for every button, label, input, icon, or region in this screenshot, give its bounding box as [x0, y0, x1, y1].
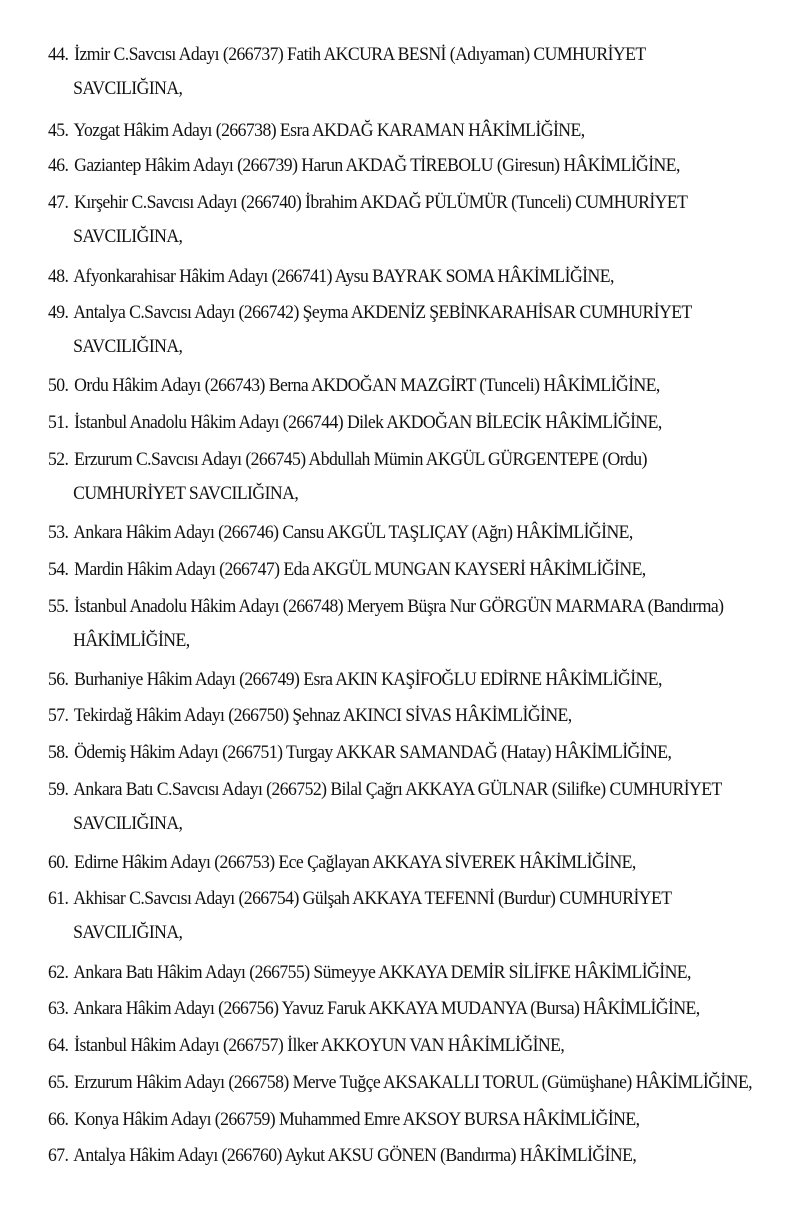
item-text: Ankara Hâkim Adayı (266756) Yavuz Faruk AKKAYA MUDANYA (Bursa) HÂKİMLİĞİNE,: [73, 998, 700, 1019]
item-text: Erzurum Hâkim Adayı (266758) Merve Tuğçe AKSAKALLI TORUL (Gümüşhane) HÂKİMLİĞİNE,: [74, 1072, 753, 1093]
item-continuation: HÂKİMLİĞİNE,: [73, 630, 190, 651]
item-continuation: SAVCILIĞINA,: [73, 78, 183, 99]
item-number: 64.: [48, 1035, 69, 1056]
item-text: Ankara Hâkim Adayı (266746) Cansu AKGÜL TAŞLIÇAY (Ağrı) HÂKİMLİĞİNE,: [73, 522, 633, 543]
item-number: 62.: [48, 962, 69, 983]
item-number: 59.: [48, 779, 69, 800]
item-number: 58.: [48, 742, 69, 763]
item-text: Edirne Hâkim Adayı (266753) Ece Çağlayan AKKAYA SİVEREK HÂKİMLİĞİNE,: [74, 852, 636, 873]
item-text: Ankara Batı Hâkim Adayı (266755) Sümeyye AKKAYA DEMİR SİLİFKE HÂKİMLİĞİNE,: [73, 962, 691, 983]
item-number: 49.: [48, 302, 69, 323]
list-item: [48, 114, 727, 148]
item-text: İstanbul Anadolu Hâkim Adayı (266748) Meryem Büşra Nur GÖRGÜN MARMARA (Bandırma): [74, 596, 724, 617]
item-continuation: CUMHURİYET SAVCILIĞINA,: [73, 483, 299, 504]
list-item: [48, 736, 727, 770]
item-number: 46.: [48, 155, 69, 176]
item-number: 55.: [48, 596, 69, 617]
item-continuation: SAVCILIĞINA,: [73, 336, 183, 357]
item-number: 66.: [48, 1109, 69, 1130]
item-number: 61.: [48, 888, 69, 909]
item-number: 56.: [48, 669, 69, 690]
item-number: 60.: [48, 852, 69, 873]
item-text: Afyonkarahisar Hâkim Adayı (266741) Aysu BAYRAK SOMA HÂKİMLİĞİNE,: [73, 266, 614, 287]
item-text: İstanbul Hâkim Adayı (266757) İlker AKKOYUN VAN HÂKİMLİĞİNE,: [74, 1035, 565, 1056]
item-text: Akhisar C.Savcısı Adayı (266754) Gülşah AKKAYA TEFENNİ (Burdur) CUMHURİYET: [73, 888, 672, 909]
item-number: 50.: [48, 375, 69, 396]
list-item: [48, 443, 727, 511]
item-text: Ankara Batı C.Savcısı Adayı (266752) Bilal Çağrı AKKAYA GÜLNAR (Silifke) CUMHURİYET: [73, 779, 722, 800]
list-item: [48, 699, 727, 733]
item-text: Gaziantep Hâkim Adayı (266739) Harun AKDAĞ TİREBOLU (Giresun) HÂKİMLİĞİNE,: [74, 155, 680, 176]
list-item: [48, 1066, 753, 1100]
item-text: Erzurum C.Savcısı Adayı (266745) Abdullah Mümin AKGÜL GÜRGENTEPE (Ordu): [74, 449, 647, 470]
item-text: Yozgat Hâkim Adayı (266738) Esra AKDAĞ KARAMAN HÂKİMLİĞİNE,: [73, 120, 585, 141]
item-text: Antalya C.Savcısı Adayı (266742) Şeyma AKDENİZ ŞEBİNKARAHİSAR CUMHURİYET: [73, 302, 692, 323]
item-text: Ordu Hâkim Adayı (266743) Berna AKDOĞAN MAZGİRT (Tunceli) HÂKİMLİĞİNE,: [74, 375, 660, 396]
item-number: 48.: [48, 266, 69, 287]
item-number: 67.: [48, 1145, 69, 1166]
item-text: Kırşehir C.Savcısı Adayı (266740) İbrahim AKDAĞ PÜLÜMÜR (Tunceli) CUMHURİYET: [74, 192, 688, 213]
list-item: [48, 38, 727, 106]
list-item: [48, 296, 727, 364]
item-text: Konya Hâkim Adayı (266759) Muhammed Emre AKSOY BURSA HÂKİMLİĞİNE,: [74, 1109, 640, 1130]
list-item: [48, 369, 727, 403]
item-number: 65.: [48, 1072, 69, 1093]
item-text: Tekirdağ Hâkim Adayı (266750) Şehnaz AKINCI SİVAS HÂKİMLİĞİNE,: [73, 705, 572, 726]
item-text: İzmir C.Savcısı Adayı (266737) Fatih AKCURA BESNİ (Adıyaman) CUMHURİYET: [74, 44, 646, 65]
item-number: 44.: [48, 44, 69, 65]
item-number: 47.: [48, 192, 69, 213]
item-text: İstanbul Anadolu Hâkim Adayı (266744) Dilek AKDOĞAN BİLECİK HÂKİMLİĞİNE,: [74, 412, 662, 433]
item-number: 45.: [48, 120, 69, 141]
item-continuation: SAVCILIĞINA,: [73, 922, 183, 943]
list-item: [48, 882, 727, 950]
list-item: [48, 1103, 727, 1137]
list-item: [48, 846, 727, 880]
item-text: Burhaniye Hâkim Adayı (266749) Esra AKIN KAŞİFOĞLU EDİRNE HÂKİMLİĞİNE,: [74, 669, 662, 690]
list-item: [48, 260, 727, 294]
list-item: [48, 186, 727, 254]
item-number: 63.: [48, 998, 69, 1019]
list-item: [48, 663, 727, 697]
item-number: 57.: [48, 705, 69, 726]
item-number: 51.: [48, 412, 69, 433]
item-number: 52.: [48, 449, 69, 470]
list-item: [48, 590, 727, 658]
list-item: [48, 773, 727, 841]
list-item: [48, 553, 727, 587]
list-item: [48, 956, 727, 990]
item-text: Ödemiş Hâkim Adayı (266751) Turgay AKKAR SAMANDAĞ (Hatay) HÂKİMLİĞİNE,: [74, 742, 672, 763]
list-item: [48, 1139, 727, 1173]
list-item: [48, 1029, 727, 1063]
list-item: [48, 516, 727, 550]
item-number: 53.: [48, 522, 69, 543]
item-continuation: SAVCILIĞINA,: [73, 813, 183, 834]
item-text: Mardin Hâkim Adayı (266747) Eda AKGÜL MUNGAN KAYSERİ HÂKİMLİĞİNE,: [74, 559, 646, 580]
item-continuation: SAVCILIĞINA,: [73, 226, 183, 247]
list-item: [48, 992, 727, 1026]
list-item: [48, 149, 727, 183]
item-text: Antalya Hâkim Adayı (266760) Aykut AKSU GÖNEN (Bandırma) HÂKİMLİĞİNE,: [73, 1145, 637, 1166]
list-item: [48, 406, 727, 440]
item-number: 54.: [48, 559, 69, 580]
